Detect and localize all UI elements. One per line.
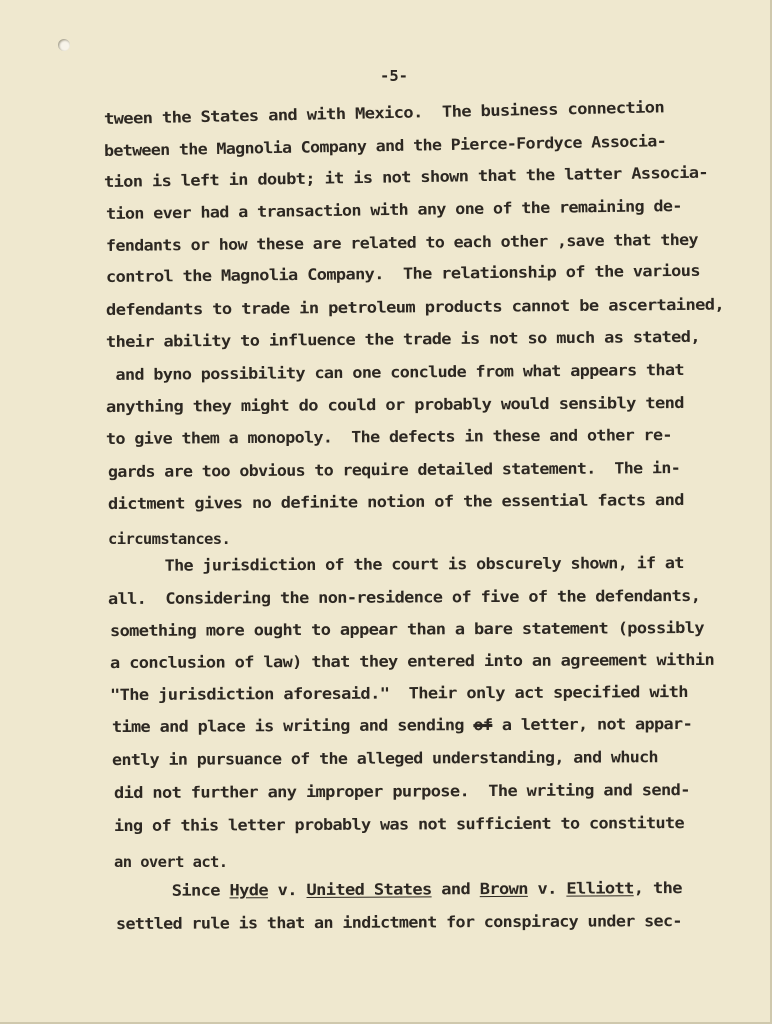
text-line: tion is left in doubt; it is not shown that the latter Associa- <box>103 163 709 191</box>
text-line: time and place is writing and sending of a letter, not appar- <box>111 714 693 736</box>
text-line: ing of this letter probably was not sufficient to constitute <box>113 814 685 835</box>
text-line: defendants to trade in petroleum products cannot be ascertained, <box>105 295 725 319</box>
text-line: tion ever had a transaction with any one of the remaining de- <box>105 196 682 223</box>
text-line: between the Magnolia Company and the Pierce-Fordyce Associa- <box>103 132 667 160</box>
text-line: dictment gives no definite notion of the essential facts and <box>107 490 684 513</box>
text-line: to give them a monopoly. The defects in these and other re- <box>105 426 672 448</box>
text-line: something more ought to appear than a bare statement (possibly <box>109 618 704 640</box>
text-line: an overt act. <box>114 853 228 871</box>
text-line: anything they might do could or probably would sensibly tend <box>105 393 684 416</box>
text-line: tween the States and with Mexico. The business connection <box>103 98 665 128</box>
text-line: circumstances. <box>108 530 231 548</box>
text-line: "The jurisdiction aforesaid." Their only act specified with <box>109 682 688 704</box>
text-line: The jurisdiction of the court is obscurely shown, if at <box>107 553 684 575</box>
text-line: settled rule is that an indictment for conspiracy under sec- <box>115 912 682 933</box>
case-name: Brown <box>479 879 528 899</box>
page-number: -5- <box>380 67 408 85</box>
text-line: their ability to influence the trade is not so much as stated, <box>105 327 700 351</box>
text-line: fendants or how these are related to each other ,save that they <box>105 230 698 255</box>
case-name: Hyde <box>229 881 269 900</box>
text-line: all. Considering the non-residence of five of the defendants, <box>107 586 701 608</box>
case-name: United States <box>306 880 432 899</box>
text-line: ently in pursuance of the alleged understanding, and whuch <box>111 748 658 769</box>
punch-hole <box>58 39 70 51</box>
text-line: and byno possibility can one conclude from what appears that <box>105 360 684 384</box>
text-line: did not further any improper purpose. The writing and send- <box>113 780 690 802</box>
text-line: control the Magnolia Company. The relationship of the various <box>105 261 700 286</box>
text-line: Since Hyde v. United States and Brown v. Elliott, the <box>113 879 682 900</box>
case-name: Elliott <box>566 879 634 898</box>
struck-out-word: of <box>473 716 493 735</box>
text-line: gards are too obvious to require detailed statement. The in- <box>107 459 681 481</box>
text-line: a conclusion of law) that they entered into an agreement within <box>109 650 715 672</box>
